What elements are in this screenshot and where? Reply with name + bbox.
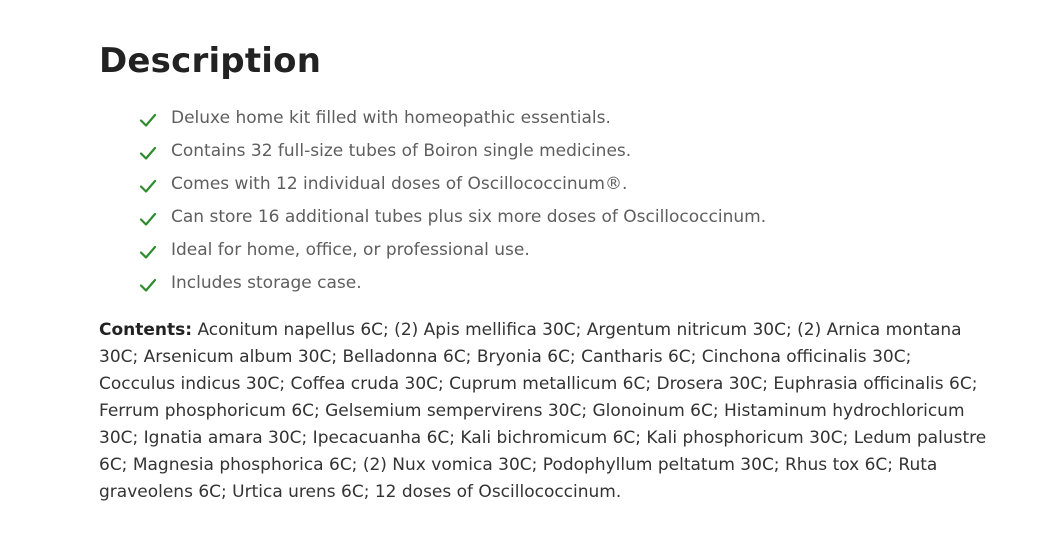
check-icon (139, 111, 157, 129)
contents-paragraph (99, 317, 989, 506)
feature-text: Contains 32 full-size tubes of Boiron single medicines. (171, 140, 632, 161)
feature-text: Can store 16 additional tubes plus six more doses of Oscillococcinum. (171, 206, 767, 227)
contents-text: Aconitum napellus 6C; (2) Apis mellifica 30C; Argentum nitricum 30C; (2) Arnica montana 30C; Arsenicum album 30C; Belladonna 6C; Bryonia 6C; Cantharis 6C; Cinchona officinalis 30C; Cocculus indicus 30C; Coffea cruda 30C; Cuprum metallicum 6C; Drosera 30C; Euphrasia officinalis 6C; Ferrum phosphoricum 6C; Gelsemium sempervirens 30C; Glonoinum 6C; Histaminum hydrochloricum 30C; Ignatia amara 30C; Ipecacuanha 6C; Kali bichromicum 6C; Kali phosphoricum 30C; Ledum palustre 6C; Magnesia phosphorica 6C; (2) Nux vomica 30C; Podophyllum peltatum 30C; Rhus tox 6C; Ruta graveolens 6C; Urtica urens 6C; 12 doses of Oscillococcinum. (99, 320, 987, 502)
check-icon (139, 210, 157, 228)
contents-label: Contents: (99, 320, 193, 340)
check-icon (139, 144, 157, 162)
list-item (139, 134, 989, 167)
description-section (99, 38, 989, 506)
list-item (139, 101, 989, 134)
list-item (139, 266, 989, 299)
feature-text: Includes storage case. (171, 272, 362, 293)
feature-text: Ideal for home, office, or professional use. (171, 239, 530, 260)
feature-text: Deluxe home kit filled with homeopathic essentials. (171, 107, 611, 128)
check-icon (139, 177, 157, 195)
section-title: Description (99, 41, 322, 81)
feature-text: Comes with 12 individual doses of Oscillococcinum®. (171, 173, 628, 194)
check-icon (139, 243, 157, 261)
check-icon (139, 276, 157, 294)
list-item (139, 233, 989, 266)
list-item (139, 167, 989, 200)
list-item (139, 200, 989, 233)
feature-list (99, 101, 989, 299)
